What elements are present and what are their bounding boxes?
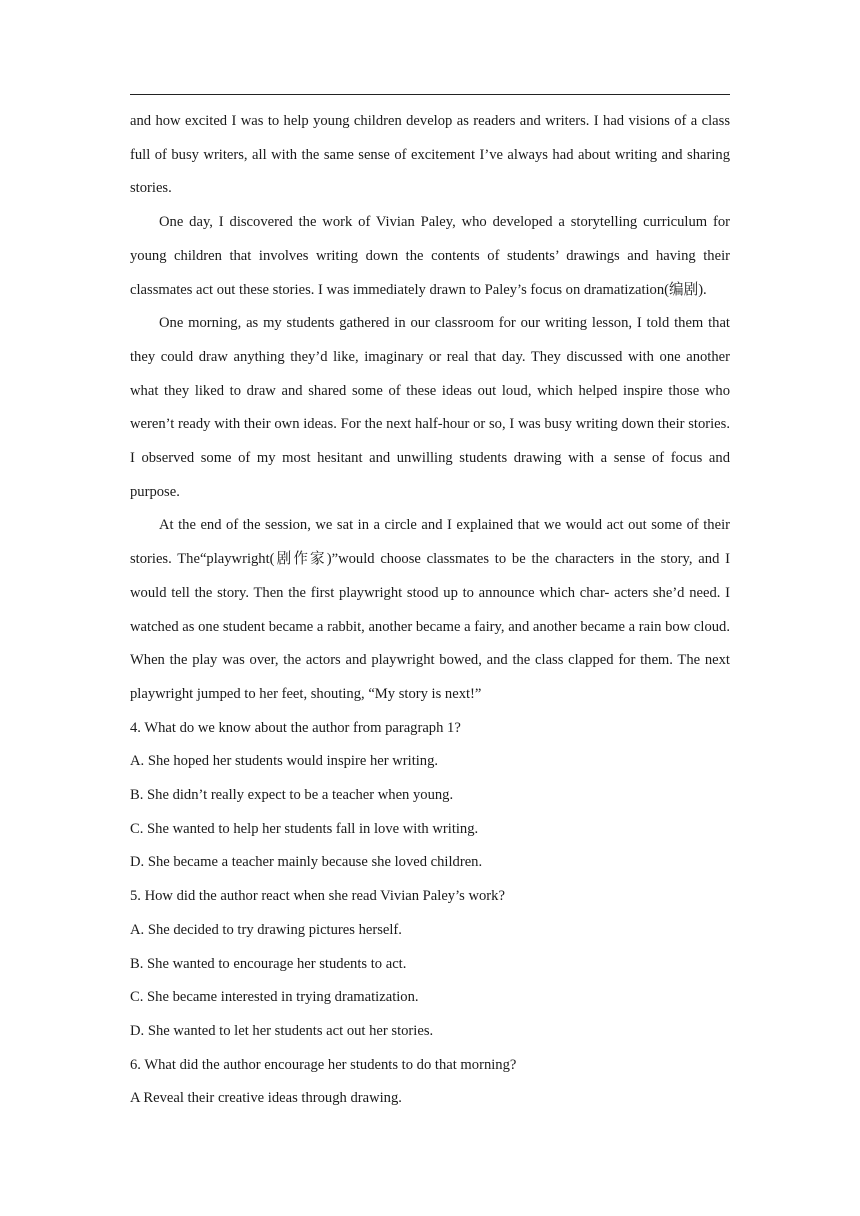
answer-option-c: C. She became interested in trying dramatization. bbox=[130, 989, 419, 1006]
answer-option-d: D. She became a teacher mainly because she loved children. bbox=[130, 854, 483, 871]
passage-paragraph-3: One morning, as my students gathered in our classroom for our writing lesson, I told them that they could draw anything they’d like, imaginary or real that day. They discussed with one another what they liked to draw and shared some of these ideas out loud, which helped inspire those who weren’t ready with their own ideas. For the next half-hour or so, I was busy writing down their stories. I observed some of my most hesitant and unwilling students drawing with a sense of focus and purpose. bbox=[130, 315, 730, 500]
question-stem: 4. What do we know about the author from paragraph 1? bbox=[130, 719, 461, 736]
passage-paragraph-1: and how excited I was to help young children develop as readers and writers. I had visions of a class full of busy writers, all with the same sense of excitement I’ve always had about writing and sharing stories. bbox=[130, 113, 730, 197]
question-6 bbox=[130, 1049, 730, 1116]
answer-option-b: B. She wanted to encourage her students to act. bbox=[130, 955, 407, 972]
question-5 bbox=[130, 880, 730, 1049]
question-4 bbox=[130, 712, 730, 881]
passage-paragraph-4: At the end of the session, we sat in a circle and I explained that we would act out some of their stories. The“playwright(剧作家)”would choose classmates to be the characters in the story, and I would tell the story. Then the first playwright stood up to announce which char- acters she’d need. I watched as one student became a rabbit, another became a fairy, and another became a rain bow cloud. When the play was over, the actors and playwright bowed, and the class clapped for them. The next playwright jumped to her feet, shouting, “My story is next!” bbox=[130, 517, 730, 702]
passage-paragraph-2: One day, I discovered the work of Vivian Paley, who developed a storytelling curriculum for young children that involves writing down the contents of students’ drawings and having their classmates act out these stories. I was immediately drawn to Paley’s focus on dramatization(编剧). bbox=[130, 214, 730, 298]
header-rule bbox=[130, 94, 730, 95]
document-body bbox=[130, 105, 730, 1116]
answer-option-b: B. She didn’t really expect to be a teacher when young. bbox=[130, 787, 454, 804]
answer-option-a: A. She decided to try drawing pictures herself. bbox=[130, 921, 402, 938]
answer-option-a: A. She hoped her students would inspire her writing. bbox=[130, 753, 439, 770]
answer-option-a: A Reveal their creative ideas through drawing. bbox=[130, 1090, 402, 1107]
answer-option-d: D. She wanted to let her students act out her stories. bbox=[130, 1022, 434, 1039]
question-stem: 6. What did the author encourage her students to do that morning? bbox=[130, 1056, 517, 1073]
answer-option-c: C. She wanted to help her students fall in love with writing. bbox=[130, 820, 479, 837]
question-stem: 5. How did the author react when she read Vivian Paley’s work? bbox=[130, 888, 505, 905]
